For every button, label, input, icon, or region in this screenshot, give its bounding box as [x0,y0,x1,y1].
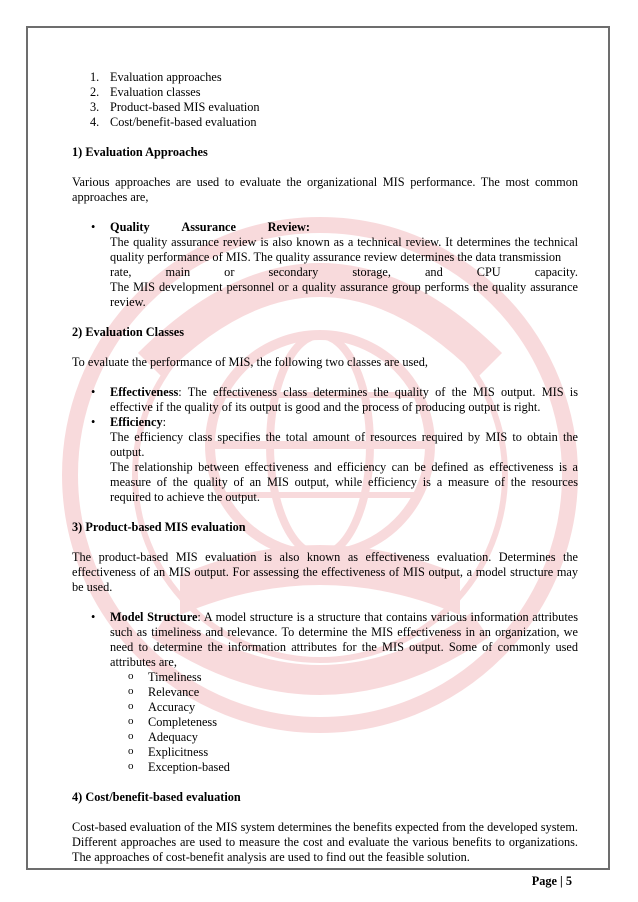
section-heading-evaluation-approaches: 1) Evaluation Approaches [72,145,208,159]
attribute-item: o Timeliness [148,670,578,685]
contents-item: 4. Cost/benefit-based evaluation [90,115,257,129]
page-content [72,70,578,865]
contents-item: 2. Evaluation classes [90,85,201,99]
attribute-item: o Exception-based [148,760,578,775]
section-heading-product-based: 3) Product-based MIS evaluation [72,520,246,534]
attribute-item: o Relevance [148,685,578,700]
paragraph: Various approaches are used to evaluate the organizational MIS performance. The most common approaches are, [72,175,578,204]
attribute-item: o Adequacy [148,730,578,745]
contents-item-label: Cost/benefit-based evaluation [110,115,257,129]
paragraph: To evaluate the performance of MIS, the following two classes are used, [72,355,428,369]
list-item-quality-assurance-review: • Quality Assurance Review: The quality assurance review is also known as a technical review. It determines the technical quality performance of MIS. The quality assurance review determines the data transmission rate, main or secondary storage, and CPU capacity. The MIS development personnel or a quality assurance group performs the quality assurance review. [110,220,578,310]
paragraph: Cost-based evaluation of the MIS system determines the benefits expected from the developed system. Different approaches are used to measure the cost and evaluate the various benefits to organizations. The approaches of cost-benefit analysis are used to find out the feasible solution. [72,820,578,864]
contents-item-label: Evaluation approaches [110,70,222,84]
contents-item: 1. Evaluation approaches [90,70,222,84]
contents-list [90,70,578,130]
approaches-list [72,220,578,310]
qar-description-2: The MIS development personnel or a quality assurance group performs the quality assurance review. [110,280,578,309]
section-heading-cost-benefit: 4) Cost/benefit-based evaluation [72,790,241,804]
list-item-effectiveness: • Effectiveness: The effectiveness class determines the quality of the MIS output. MIS is effective if the quality of its output is good and the process of producing output is right. [110,385,578,415]
attribute-item: o Completeness [148,715,578,730]
contents-item-label: Product-based MIS evaluation [110,100,260,114]
classes-list [72,385,578,505]
contents-item-label: Evaluation classes [110,85,201,99]
list-item-efficiency: • Efficiency: The efficiency class specifies the total amount of resources required by MIS to obtain the output. The relationship between effectiveness and efficiency can be defined as effectiveness is a measure of the quality of an MIS output, while efficiency is a measure of the resources required to achieve the output. [110,415,578,505]
model-list [72,610,578,775]
attributes-list [110,670,578,775]
qar-description-spread: rate, main or secondary storage, and CPU capacity. [110,265,578,279]
section-heading-evaluation-classes: 2) Evaluation Classes [72,325,185,339]
attribute-item: o Accuracy [148,700,578,715]
list-item-model-structure: • Model Structure: A model structure is a structure that contains various information attributes such as timeliness and relevance. To determine the MIS effectiveness in an organization, we need to determine the information attributes for the MIS output. Some of commonly used attributes are, o Timeliness o Relevance o Accuracy o Completeness o Adequacy o Explicitness o Exception-based [110,610,578,775]
attribute-item: o Explicitness [148,745,578,760]
paragraph: The product-based MIS evaluation is also known as effectiveness evaluation. Determines the effectiveness of an MIS output. For assessing the effectiveness of MIS output, a model structure may be used. [72,550,578,594]
qar-description: The quality assurance review is also known as a technical review. It determines the technical quality performance of MIS. The quality assurance review determines the data transmission [110,235,578,264]
contents-item: 3. Product-based MIS evaluation [90,100,260,114]
page-number: Page | 5 [531,874,572,888]
